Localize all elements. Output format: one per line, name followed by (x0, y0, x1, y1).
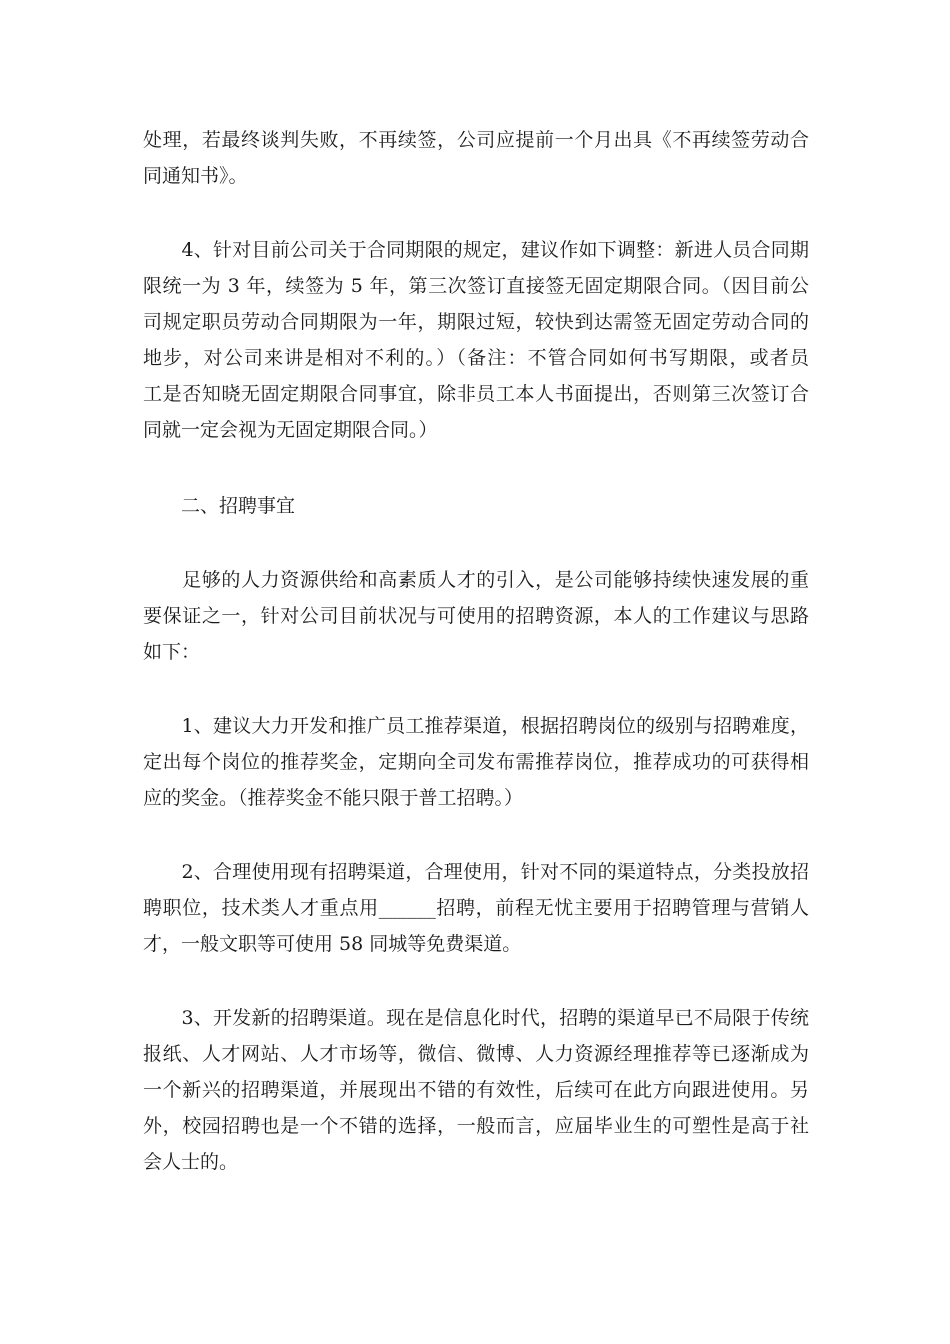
text-line: 4、针对目前公司关于合同期限的规定，建议作如下调整：新进人员合同期 (143, 239, 809, 261)
section-heading-recruitment (143, 488, 809, 524)
text-line: 才，一般文职等可使用 58 同城等免费渠道。 (143, 933, 522, 955)
contract-notice-paragraph (143, 122, 809, 194)
section-heading: 二、招聘事宜 (143, 495, 296, 517)
recruitment-intro (143, 562, 809, 670)
text-line: 工是否知晓无固定期限合同事宜，除非员工本人书面提出，否则第三次签订合 (143, 383, 809, 405)
text-line: 同就一定会视为无固定期限合同。） (143, 419, 438, 441)
text-line: 同通知书》。 (143, 165, 248, 187)
text-line: 要保证之一，针对公司目前状况与可使用的招聘资源，本人的工作建议与思路 (143, 605, 809, 627)
recruitment-item-1 (143, 708, 809, 816)
text-line: 一个新兴的招聘渠道，并展现出不错的有效性，后续可在此方向跟进使用。另 (143, 1079, 809, 1101)
text-line: 应的奖金。（推荐奖金不能只限于普工招聘。） (143, 787, 524, 809)
text-line: 会人士的。 (143, 1151, 239, 1173)
text-line: 外，校园招聘也是一个不错的选择，一般而言，应届毕业生的可塑性是高于社 (143, 1115, 809, 1137)
text-line: 3、开发新的招聘渠道。现在是信息化时代，招聘的渠道早已不局限于传统 (143, 1007, 809, 1029)
contract-term-item-4 (143, 232, 809, 448)
recruitment-item-2 (143, 854, 809, 962)
recruitment-item-3 (143, 1000, 809, 1180)
text-line: 限统一为 3 年，续签为 5 年，第三次签订直接签无固定期限合同。（因目前公 (143, 275, 809, 297)
text-line: 2、合理使用现有招聘渠道，合理使用，针对不同的渠道特点，分类投放招 (143, 861, 809, 883)
text-line: 聘职位，技术类人才重点用______招聘，前程无忧主要用于招聘管理与营销人 (143, 897, 809, 919)
text-line: 1、建议大力开发和推广员工推荐渠道，根据招聘岗位的级别与招聘难度， (143, 715, 809, 737)
text-line: 地步，对公司来讲是相对不利的。）（备注：不管合同如何书写期限，或者员 (143, 347, 809, 369)
text-line: 报纸、人才网站、人才市场等，微信、微博、人力资源经理推荐等已逐渐成为 (143, 1043, 809, 1065)
text-line: 如下： (143, 641, 201, 663)
text-line: 定出每个岗位的推荐奖金，定期向全司发布需推荐岗位，推荐成功的可获得相 (143, 751, 809, 773)
text-line: 司规定职员劳动合同期限为一年，期限过短，较快到达需签无固定劳动合同的 (143, 311, 809, 333)
text-line: 处理，若最终谈判失败，不再续签，公司应提前一个月出具《不再续签劳动合 (143, 129, 809, 151)
text-line: 足够的人力资源供给和高素质人才的引入，是公司能够持续快速发展的重 (143, 569, 809, 591)
